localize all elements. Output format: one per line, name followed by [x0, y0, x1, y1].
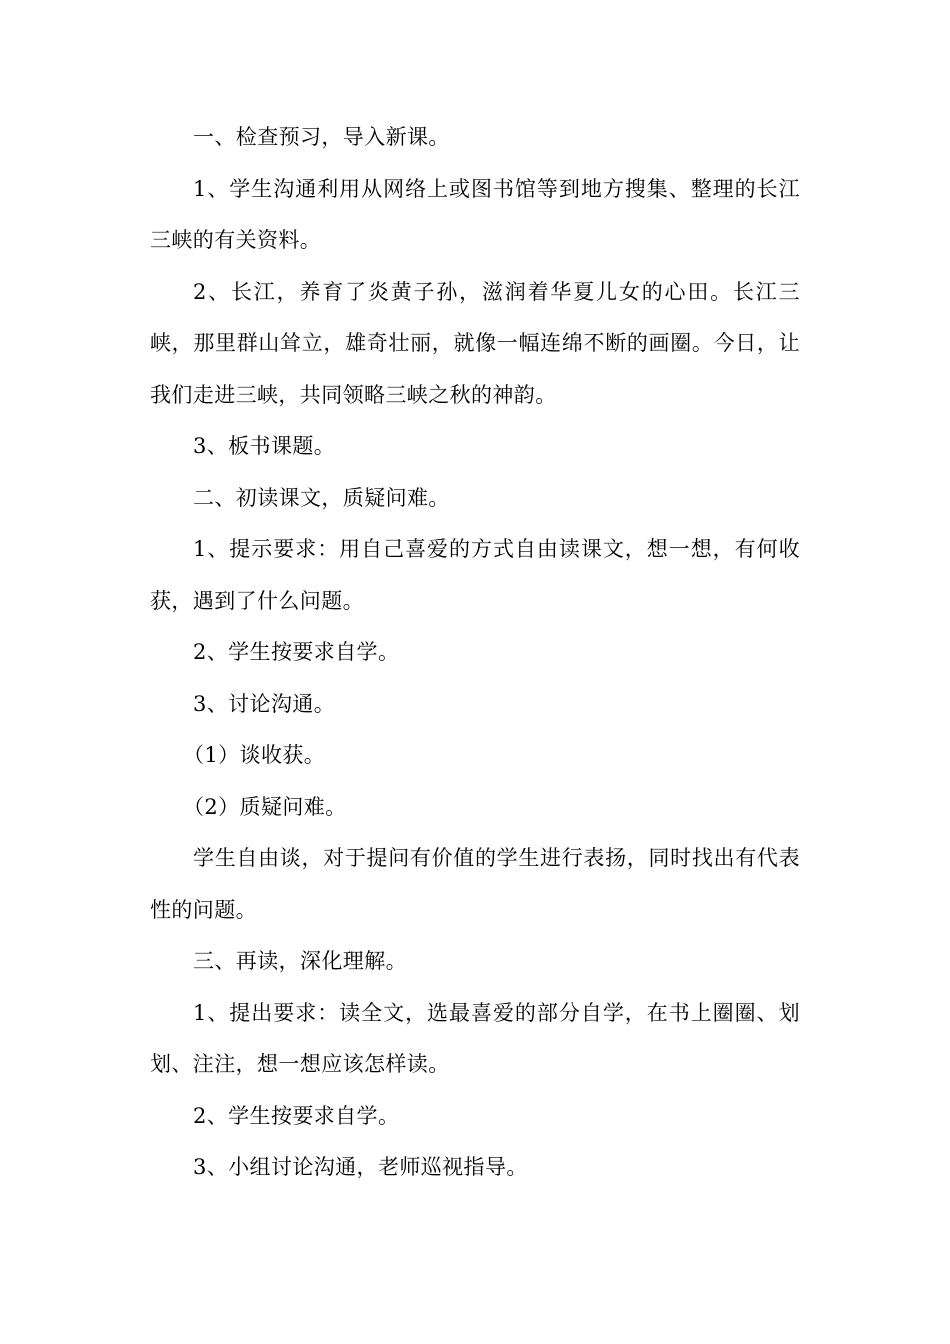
paragraph: 学生自由谈，对于提问有价值的学生进行表扬，同时找出有代表性的问题。 [150, 846, 800, 922]
paragraph: 1、提示要求：用自己喜爱的方式自由读课文，想一想，有何收获，遇到了什么问题。 [150, 537, 800, 613]
paragraph: 3、板书课题。 [193, 434, 336, 458]
paragraph: 1、提出要求：读全文，选最喜爱的部分自学，在书上圈圈、划划、注注，想一想应该怎样读。 [150, 1000, 800, 1076]
paragraph: 1、学生沟通利用从网络上或图书馆等到地方搜集、整理的长江三峡的有关资料。 [150, 176, 800, 252]
section-heading-1: 一、检查预习，导入新课。 [193, 125, 450, 149]
section-heading-3: 三、再读，深化理解。 [193, 949, 407, 973]
paragraph: 2、长江，养育了炎黄子孙，滋润着华夏儿女的心田。长江三峡，那里群山耸立，雄奇壮丽，就像一幅连绵不断的画圈。今日，让我们走进三峡，共同领略三峡之秋的神韵。 [150, 279, 800, 407]
document-body [150, 112, 800, 1194]
paragraph: 3、讨论沟通。 [193, 691, 336, 716]
paragraph: 3、小组讨论沟通，老师巡视指导。 [193, 1155, 528, 1179]
section-heading-2: 二、初读课文，质疑问难。 [193, 485, 450, 510]
sub-item: （1）谈收获。 [183, 743, 326, 767]
paragraph: 2、学生按要求自学。 [193, 1103, 400, 1128]
sub-item: （2）质疑问难。 [183, 794, 347, 819]
paragraph: 2、学生按要求自学。 [193, 640, 400, 664]
